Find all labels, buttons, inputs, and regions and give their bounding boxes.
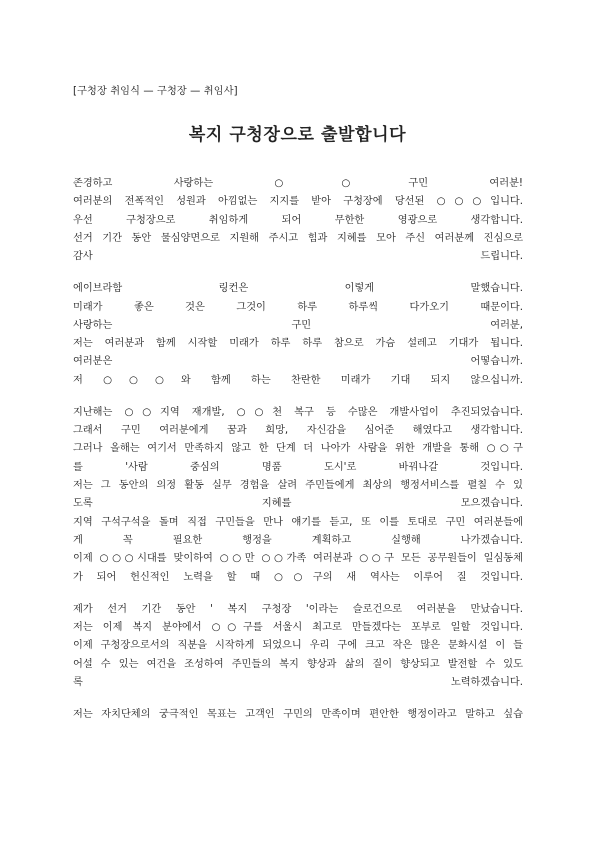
text-line: 여러분의 전폭적인 성원과 아낌없는 지지를 받아 구청장에 당선된 ○○○입니다. — [73, 196, 523, 208]
text-line: 이제 ○○○시대를 맞이하여 ○○만 ○○가족 여러분과 ○○구 모든 공무원들이 일심동체 — [73, 553, 523, 565]
body-paragraph — [73, 601, 523, 692]
text-line: 우선 구청장으로 취임하게 되어 무한한 영광으로 생각합니다. — [73, 214, 523, 226]
text-line: 제가 선거 기간 동안 ' 복지 구청장 '이라는 슬로건으로 여러분을 만났습니다. — [73, 603, 523, 615]
text-line: 저는 그 동안의 의정 활동 실무 경험을 살려 주민들에게 최상의 행정서비스를 펼칠 수 있 — [73, 480, 523, 492]
document-body — [73, 175, 523, 724]
body-paragraph — [73, 404, 523, 587]
text-line: 어설 수 있는 여건을 조성하여 주민들의 복지 향상과 삶의 질이 향상되고 발전할 수 있도 — [73, 658, 523, 670]
body-paragraph — [73, 280, 523, 390]
document-title: 복지 구청장으로 출발합니다 — [188, 125, 407, 145]
text-line: 그러나 올해는 여기서 만족하지 않고 한 단계 더 나아가 사람을 위한 개발을 통해 ○○구 — [73, 443, 523, 455]
text-line: 선거 기간 동안 물심양면으로 지원해 주시고 힘과 지혜를 모아 주신 여러분께 진심으로 — [73, 232, 523, 244]
text-line: 지역 구석구석을 돌며 직접 구민들을 만나 얘기를 듣고, 또 이를 토대로 구민 여러분들에 — [73, 516, 523, 528]
text-line: 도록 지혜를 모으겠습니다. — [73, 498, 523, 510]
text-line: 게 꼭 필요한 행정을 계획하고 실행해 나가겠습니다. — [73, 534, 523, 546]
text-line: 미래가 좋은 것은 그것이 하루 하루씩 다가오기 때문이다. — [73, 301, 523, 313]
body-paragraph — [73, 706, 523, 724]
text-line: 감사 드립니다. — [73, 251, 523, 263]
document-header-label: [구청장 취임식 — 구청장 — 취임사] — [73, 86, 238, 97]
text-line: 저 ○○○와 함께 하는 찬란한 미래가 기대 되지 않으십니까. — [73, 374, 523, 386]
text-line: 가 되어 헌신적인 노력을 할 때 ○○구의 새 역사는 이루어 질 것입니다. — [73, 571, 523, 583]
text-line: 사랑하는 구민 여러분, — [73, 319, 523, 331]
text-line: 이제 구청장으로서의 직분을 시작하게 되었으니 우리 구에 크고 작은 많은 문화시설 이 들 — [73, 640, 523, 652]
text-line: 저는 여러분과 함께 시작할 미래가 하루 하루 참으로 가슴 설레고 기대가 됩니다. — [73, 338, 523, 350]
text-line: 록 노력하겠습니다. — [73, 676, 523, 688]
text-line: 존경하고 사랑하는 ○○구민 여러분! — [73, 178, 523, 189]
text-line: 여러분은 어떻습니까. — [73, 356, 523, 368]
text-line: 저는 이제 복지 분야에서 ○○구를 서울시 최고로 만들겠다는 포부로 일할 것입니다. — [73, 621, 523, 633]
text-line: 저는 자치단체의 궁극적인 목표는 고객인 구민의 만족이며 편안한 행정이라고 말하고 싶습 — [73, 708, 523, 720]
text-line: 에이브라함 링컨은 이렇게 말했습니다. — [73, 283, 523, 295]
text-line: 를 '사람 중심의 명품 도시'로 바꿔나갈 것입니다. — [73, 461, 523, 473]
body-paragraph — [73, 175, 523, 266]
text-line: 지난해는 ○○지역 재개발, ○○천 복구 등 수많은 개발사업이 추진되었습니다. — [73, 406, 523, 418]
text-line: 그래서 구민 여러분에게 꿈과 희망, 자신감을 심어준 해였다고 생각합니다. — [73, 425, 523, 437]
